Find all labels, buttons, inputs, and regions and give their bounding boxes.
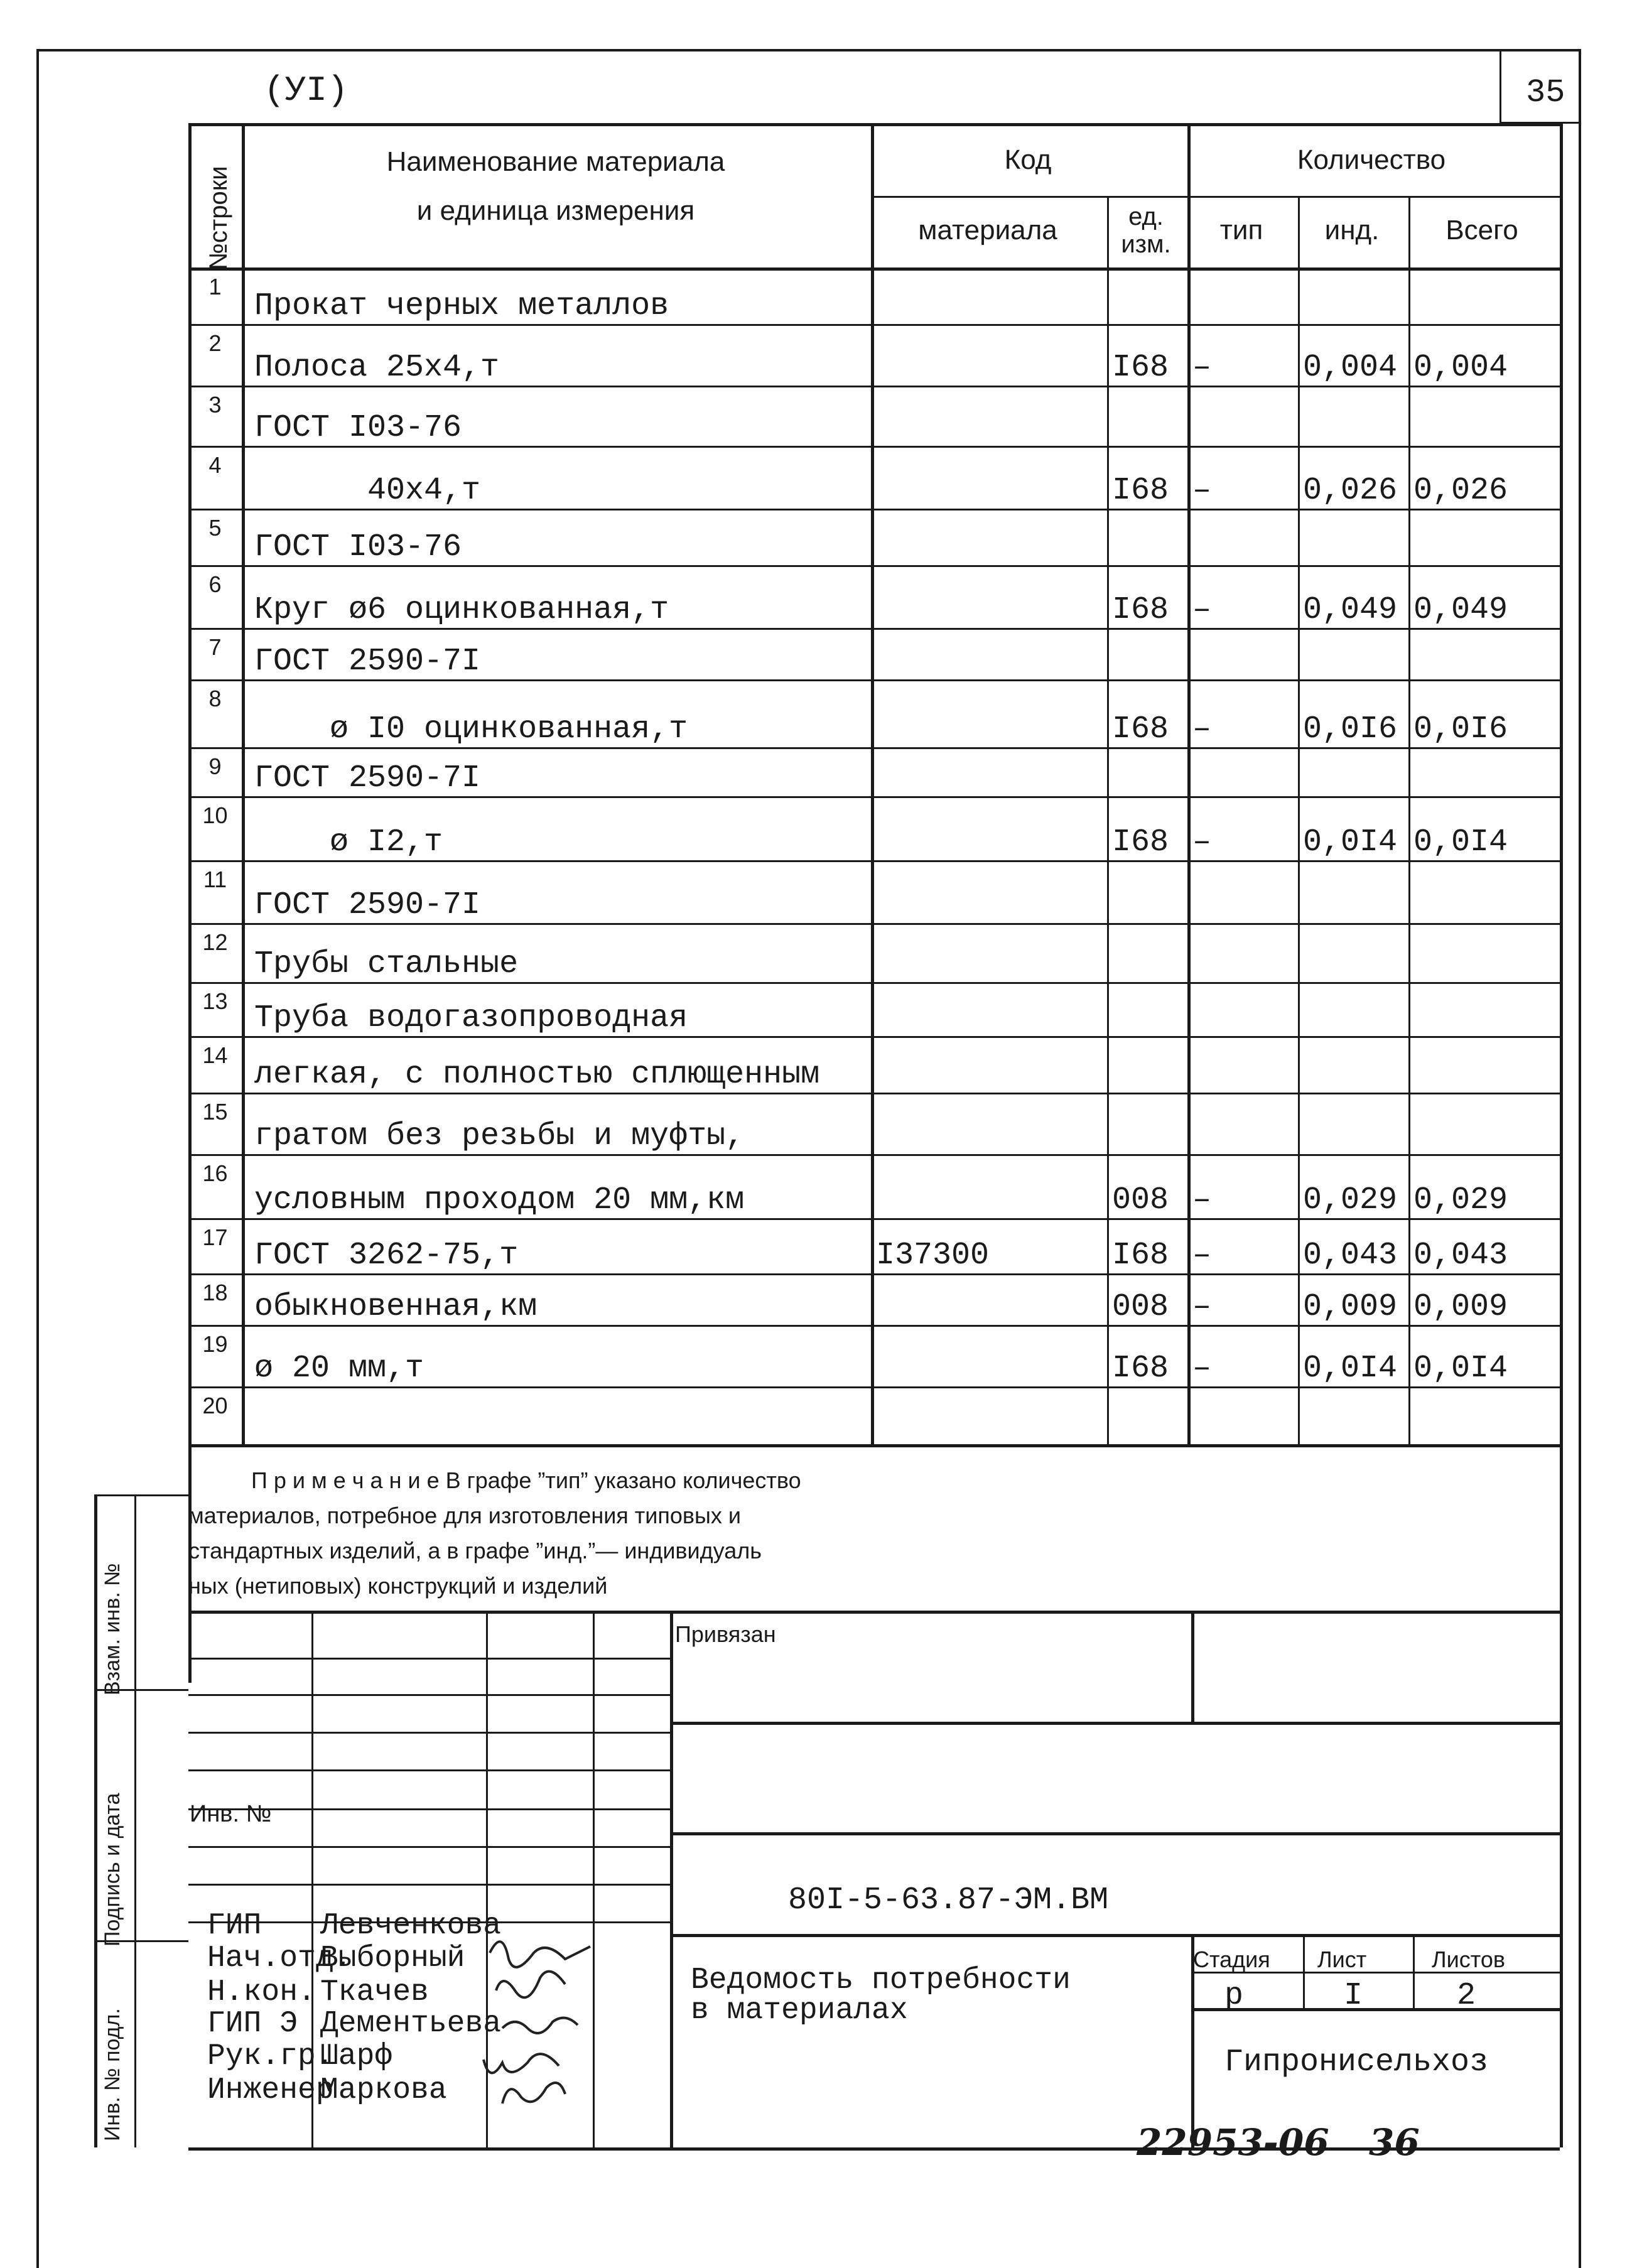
unit-code: I68	[1112, 824, 1169, 860]
material-name: Круг ø6 оцинкованная,т	[254, 592, 669, 628]
inv-no-label: Инв. №	[190, 1801, 272, 1827]
sheets-label: Листов	[1432, 1947, 1505, 1972]
note-line4: ных (нетиповых) конструкций и изделий	[188, 1573, 608, 1599]
qty-ind	[1298, 1093, 1413, 1159]
unit-code: 008	[1112, 1182, 1169, 1218]
qty-total: 0,049	[1413, 592, 1508, 628]
row-number: 16	[202, 1160, 228, 1186]
qty-total	[1408, 386, 1565, 451]
header-name-line1: Наименование материала	[386, 146, 725, 177]
title-block-divider	[670, 1611, 673, 2147]
unit-code	[1107, 860, 1192, 928]
qty-total: 0,0I4	[1413, 824, 1508, 860]
title-block-line	[670, 1832, 1560, 1835]
qty-type	[1187, 267, 1303, 329]
material-code: I37300	[876, 1238, 990, 1273]
qty-type: –	[1192, 350, 1212, 386]
signer-role: ГИП Э	[207, 2007, 298, 2041]
qty-total	[1408, 509, 1565, 570]
qty-total	[1408, 923, 1565, 987]
signature-5	[502, 2083, 565, 2103]
qty-total: 0,043	[1413, 1238, 1508, 1273]
qty-total	[1408, 982, 1565, 1041]
qty-total	[1408, 1036, 1565, 1098]
qty-total	[1408, 860, 1565, 928]
material-code	[871, 923, 1112, 987]
qty-type	[1187, 1386, 1303, 1449]
sheet-value: I	[1344, 1978, 1363, 2014]
unit-code: I68	[1112, 1238, 1169, 1273]
row-number: 9	[208, 753, 222, 779]
material-code	[871, 1154, 1112, 1223]
signer-role: Н.кон.	[207, 1975, 316, 2009]
row-number: 13	[202, 988, 228, 1014]
unit-code	[1107, 509, 1192, 570]
side-label-replace-inv: Взам. инв. №	[100, 1563, 124, 1695]
material-name: Трубы стальные	[254, 946, 519, 982]
qty-ind	[1298, 509, 1413, 570]
signer-role: ГИП	[207, 1909, 262, 1943]
attached-divider	[1191, 1611, 1194, 1722]
archive-sheet: 36	[1369, 2121, 1420, 2164]
header-code-unit	[1106, 196, 1186, 265]
row-number: 10	[202, 802, 228, 828]
qty-ind: 0,004	[1303, 350, 1398, 386]
signature-2	[496, 1972, 565, 1998]
qty-total: 0,004	[1413, 350, 1508, 386]
header-code-unit-line1: ед.	[1128, 203, 1164, 230]
unit-code	[1107, 1386, 1192, 1449]
material-code	[871, 679, 1112, 752]
header-row-number: №строки	[205, 166, 232, 270]
qty-type	[1187, 1093, 1303, 1159]
note	[188, 1463, 801, 1604]
material-name: ГОСТ I03-76	[254, 410, 462, 446]
unit-code: I68	[1112, 592, 1169, 628]
material-code	[871, 628, 1112, 684]
qty-ind	[1298, 923, 1413, 987]
qty-type: –	[1192, 1289, 1212, 1325]
qty-ind: 0,009	[1303, 1289, 1398, 1325]
document-title-line2: в материалах	[691, 1994, 908, 2028]
stage-value: р	[1224, 1978, 1244, 2014]
side-strip-line	[94, 1494, 97, 2147]
organization: Гипронисельхоз	[1224, 2044, 1489, 2080]
title-grid-line	[188, 1884, 670, 1886]
material-name: ГОСТ 3262-75,т	[254, 1238, 519, 1273]
signer-name: Маркова	[320, 2073, 447, 2107]
header-code-material: материала	[918, 215, 1057, 246]
document-title-line1: Ведомость потребности	[691, 1963, 1071, 1997]
qty-ind: 0,026	[1303, 473, 1398, 509]
material-name: ГОСТ I03-76	[254, 529, 462, 565]
unit-code: I68	[1112, 473, 1169, 509]
material-name: гратом без резьбы и муфты,	[254, 1118, 745, 1154]
qty-type	[1187, 982, 1303, 1041]
qty-total	[1408, 1386, 1565, 1449]
qty-total: 0,029	[1413, 1182, 1508, 1218]
material-name: обыкновенная,км	[254, 1289, 538, 1325]
qty-type	[1187, 747, 1303, 801]
qty-total: 0,0I4	[1413, 1351, 1508, 1386]
qty-ind: 0,043	[1303, 1238, 1398, 1273]
stage-col	[1303, 1934, 1305, 2008]
material-name: легкая, с полностью сплющенным	[254, 1057, 820, 1093]
unit-code	[1107, 923, 1192, 987]
title-block-bottom	[188, 2147, 1560, 2151]
unit-code: I68	[1112, 1351, 1169, 1386]
row-number: 14	[202, 1042, 228, 1068]
page-number: 35	[1526, 74, 1565, 111]
title-block-line	[670, 1934, 1560, 1937]
header-code-unit-line2: изм.	[1121, 230, 1171, 258]
title-grid-line	[188, 1694, 670, 1696]
qty-ind: 0,049	[1303, 592, 1398, 628]
qty-ind	[1298, 982, 1413, 1041]
row-number: 19	[202, 1331, 228, 1357]
qty-type: –	[1192, 711, 1212, 747]
qty-type: –	[1192, 824, 1212, 860]
material-name: Прокат черных металлов	[254, 288, 669, 324]
qty-type	[1187, 1036, 1303, 1098]
material-code	[871, 267, 1112, 329]
row-number: 8	[208, 686, 222, 711]
stage-line	[1191, 2008, 1560, 2011]
row-number: 18	[202, 1280, 228, 1305]
unit-code	[1107, 628, 1192, 684]
row-number: 2	[208, 330, 222, 356]
material-name: ГОСТ 2590-7I	[254, 760, 481, 796]
row-number: 11	[203, 867, 227, 892]
qty-total: 0,026	[1413, 473, 1508, 509]
qty-total	[1408, 267, 1565, 329]
material-code	[871, 1273, 1112, 1330]
stage-col	[1413, 1934, 1415, 2008]
note-line3: стандартных изделий, а в графе ”инд.”— индивидуаль	[188, 1538, 762, 1563]
material-name: Полоса 25х4,т	[254, 350, 500, 386]
row-number: 6	[208, 571, 222, 597]
header-qty-ind: инд.	[1324, 215, 1380, 246]
material-code	[871, 982, 1112, 1041]
row-number: 7	[208, 634, 222, 660]
signer-role: Рук.гр.	[207, 2039, 334, 2073]
unit-code	[1107, 982, 1192, 1041]
qty-ind	[1298, 747, 1413, 801]
material-name: условным проходом 20 мм,км	[254, 1182, 745, 1218]
material-name: 40х4,т	[254, 473, 481, 509]
row-number: 12	[202, 929, 228, 955]
qty-ind	[1298, 267, 1413, 329]
qty-ind	[1298, 860, 1413, 928]
qty-type: –	[1192, 1238, 1212, 1273]
title-block-line	[670, 1722, 1560, 1725]
title-grid-line	[188, 1846, 670, 1848]
unit-code: I68	[1112, 350, 1169, 386]
row-number: 17	[202, 1224, 228, 1250]
qty-type	[1187, 860, 1303, 928]
side-label-sign-date: Подпись и дата	[100, 1793, 124, 1947]
material-code	[871, 446, 1112, 514]
title-grid-line	[188, 1732, 670, 1734]
qty-ind: 0,0I4	[1303, 824, 1398, 860]
qty-ind	[1298, 628, 1413, 684]
qty-total: 0,009	[1413, 1289, 1508, 1325]
signer-name: Шарф	[320, 2039, 393, 2073]
qty-ind: 0,0I4	[1303, 1351, 1398, 1386]
title-grid-line	[188, 1611, 670, 1612]
material-name	[242, 1386, 884, 1448]
qty-type	[1187, 628, 1303, 684]
header-qty-type: тип	[1219, 215, 1263, 246]
row-number: 4	[208, 452, 222, 478]
qty-type	[1187, 386, 1303, 451]
signature-4	[484, 2054, 559, 2073]
unit-code	[1107, 747, 1192, 801]
material-name: ГОСТ 2590-7I	[254, 644, 481, 679]
signature-scribbles	[477, 1928, 628, 2135]
document-title	[691, 1965, 1071, 2026]
qty-type: –	[1192, 473, 1212, 509]
material-code	[871, 1325, 1112, 1391]
qty-type	[1187, 923, 1303, 987]
row-number: 1	[208, 274, 222, 300]
material-code	[871, 386, 1112, 451]
material-name: ГОСТ 2590-7I	[254, 887, 481, 923]
qty-type: –	[1192, 1351, 1212, 1386]
material-code	[871, 1036, 1112, 1098]
sheet-label: Лист	[1317, 1947, 1367, 1972]
qty-type: –	[1192, 1182, 1212, 1218]
material-code	[871, 860, 1112, 928]
row-number: 3	[208, 392, 222, 418]
sheets-value: 2	[1457, 1978, 1476, 2014]
material-code	[871, 796, 1112, 865]
material-code	[871, 324, 1112, 391]
material-name: ø 20 мм,т	[254, 1351, 424, 1386]
note-line2: материалов, потребное для изготовления типовых и	[188, 1503, 742, 1528]
qty-type	[1187, 509, 1303, 570]
note-line1: П р и м е ч а н и е В графе ”тип” указано количество	[251, 1467, 801, 1493]
section-label: (УI)	[264, 70, 349, 111]
qty-total: 0,0I6	[1413, 711, 1508, 747]
material-code	[871, 1386, 1112, 1449]
row-number: 20	[202, 1393, 228, 1418]
material-code	[871, 565, 1112, 633]
header-quantity: Количество	[1297, 144, 1446, 175]
side-label-inv-orig: Инв. № подл.	[100, 2008, 124, 2141]
title-grid-line	[188, 1769, 670, 1771]
signer-name: Ткачев	[320, 1975, 429, 2009]
material-name: ø I0 оцинкованная,т	[254, 711, 688, 747]
header-code: Код	[1004, 144, 1052, 175]
row-number: 15	[202, 1099, 228, 1125]
qty-total	[1408, 747, 1565, 801]
side-strip-line	[94, 1494, 188, 1496]
material-code	[871, 1093, 1112, 1159]
page-number-box	[1500, 49, 1501, 123]
qty-ind: 0,0I6	[1303, 711, 1398, 747]
document-code: 80I-5-63.87-ЭМ.ВМ	[788, 1882, 1109, 1918]
qty-total	[1408, 628, 1565, 684]
signer-name: Левченкова	[320, 1909, 502, 1943]
unit-code: 008	[1112, 1289, 1169, 1325]
material-code	[871, 747, 1112, 801]
unit-code: I68	[1112, 711, 1169, 747]
signature-3	[502, 2018, 578, 2033]
header-name-line2: и единица измерения	[416, 195, 695, 226]
title-grid-line	[188, 1658, 670, 1660]
unit-code	[1107, 386, 1192, 451]
unit-code	[1107, 1093, 1192, 1159]
material-code	[871, 509, 1112, 570]
unit-code	[1107, 267, 1192, 329]
qty-ind	[1298, 1386, 1413, 1449]
qty-ind	[1298, 386, 1413, 451]
side-strip-line	[134, 1494, 136, 2147]
signer-role: Инженер	[207, 2073, 334, 2107]
signer-name: Выборный	[320, 1941, 465, 1975]
archive-mark: 22953-06	[1137, 2121, 1329, 2164]
signature-1	[490, 1941, 590, 1967]
unit-code	[1107, 1036, 1192, 1098]
signer-name: Дементьева	[320, 2007, 502, 2041]
material-name: ø I2,т	[254, 824, 443, 860]
attached-label: Привязан	[675, 1621, 776, 1647]
qty-ind: 0,029	[1303, 1182, 1398, 1218]
header-qty-total: Всего	[1446, 215, 1518, 246]
qty-ind	[1298, 1036, 1413, 1098]
signer-role: Нач.отд.	[207, 1941, 352, 1975]
material-name: Труба водогазопроводная	[254, 1000, 688, 1036]
row-number: 5	[208, 515, 222, 541]
stage-label: Стадия	[1193, 1947, 1270, 1972]
qty-total	[1408, 1093, 1565, 1159]
qty-type: –	[1192, 592, 1212, 628]
